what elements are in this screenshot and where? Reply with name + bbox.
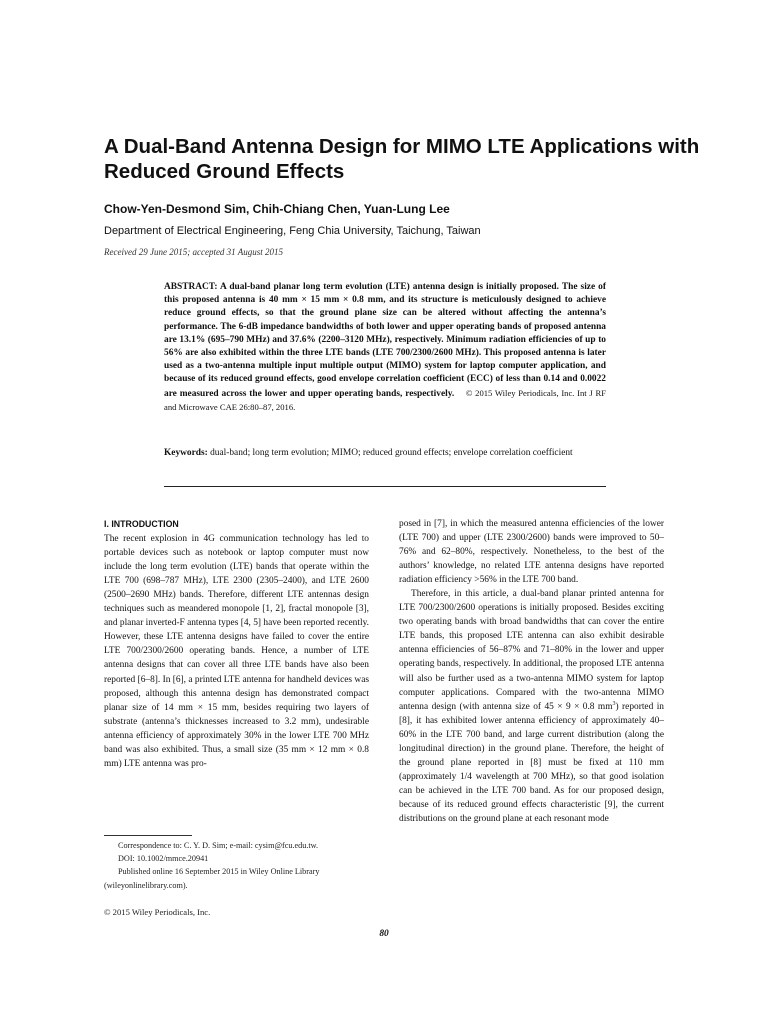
correspondence: Correspondence to: C. Y. D. Sim; e-mail: cysim@fcu.edu.tw. (118, 841, 319, 850)
intro-paragraph-2-part-a: Therefore, in this article, a dual-band planar printed antenna for LTE 700/2300/2600 operations is initially proposed. Besides exciting two operating bands with broad bandwidths that can cover the entire LTE bands, this proposed LTE antenna can also exhibit desirable antenna efficiencies of 56–87% and 71–80% in the lower and upper operating bands, respectively. In additional, the proposed LTE antenna will also be further used as a two-antenna MIMO system for laptop computer applications. Compared with the two-antenna MIMO antenna design (with antenna size of 45 × 9 × 0.8 mm (399, 589, 664, 712)
keywords-label: Keywords: (164, 448, 208, 458)
keywords-text: dual-band; long term evolution; MIMO; reduced ground effects; envelope correlation coefficient (210, 448, 573, 458)
keywords (164, 447, 606, 460)
footnote (104, 839, 369, 892)
abstract (164, 281, 606, 415)
paper-title: A Dual-Band Antenna Design for MIMO LTE Applications with Reduced Ground Effects (104, 135, 700, 183)
published-online: Published online 16 September 2015 in Wiley Online Library (118, 867, 320, 877)
section-heading: I. INTRODUCTION (104, 519, 179, 529)
page-number: 80 (379, 929, 389, 939)
abstract-copyright: © 2015 Wiley Periodicals, Inc. Int J RF and Microwave CAE 26:80–87, 2016. (164, 387, 606, 412)
left-column (104, 517, 369, 771)
publisher-site: (wileyonlinelibrary.com). (104, 880, 188, 890)
intro-paragraph-2 (399, 587, 664, 826)
intro-paragraph: The recent explosion in 4G communication technology has led to portable devices such as notebook or laptop computer must now include the long term evolution (LTE) bands that operate within the LTE 700 (698–787 MHz), LTE 2300 (2305–2400), and LTE 2600 (2500–2690 MHz) bands. Therefore, different LTE antennas design techniques such as meandered monopole [1, 2], fractal monopole [3], and planar inverted-F antenna types [4, 5] have been reported recently. However, these LTE antenna designs have failed to cover the entire LTE 700/2300/2600 operating bands. Hence, a number of LTE antenna designs that can cover all three LTE bands have also been reported [6–8]. In [6], a printed LTE antenna for handheld devices was proposed, although this antenna design has demonstrated compact planar size of 14 mm × 15 mm, besides requiring two layers of substrate (antenna’s thicknesses increased to 3.2 mm), undesirable antenna efficiency of approximately 30% in the lower LTE 700 MHz band was also exhibited. Thus, a small size (35 mm × 12 mm × 0.8 mm) LTE antenna was pro- (104, 534, 369, 769)
affiliation: Department of Electrical Engineering, Feng Chia University, Taichung, Taiwan (104, 225, 481, 237)
right-column (399, 517, 664, 826)
abstract-body: ABSTRACT: A dual-band planar long term evolution (LTE) antenna design is initially proposed. The size of this proposed antenna is 40 mm × 15 mm × 0.8 mm, and its structure is meticulously designed to achieve reduce ground effects, so that the ground plane size can be altered without affecting the antenna’s performance. The 6-dB impedance bandwidths of both lower and upper operating bands of proposed antenna are 13.1% (695–790 MHz) and 37.6% (2200–3120 MHz), respectively. Minimum radiation efficiencies of up to 56% are also exhibited within the three LTE bands (LTE 700/2300/2600 MHz). This proposed antenna is later used as a two-antenna multiple input multiple output (MIMO) system for laptop computer application, and because of its reduced ground effects, good envelope correlation coefficient (ECC) of less than 0.14 and 0.0022 are measured across the lower and upper operating bands, respectively. (164, 282, 606, 399)
footnote-divider (104, 835, 192, 836)
doi: DOI: 10.1002/mmce.20941 (118, 854, 209, 864)
cubic-superscript: 3 (612, 700, 616, 707)
intro-paragraph-continued: posed in [7], in which the measured antenna efficiencies of the lower (LTE 700) and upper (LTE 2300/2600) bands were improved to 50–76% and 62–80%, respectively. Nonetheless, to the best of the authors’ knowledge, no related LTE antenna designs have reported radiation efficiency >56% in the LTE 700 band. (399, 519, 664, 586)
author-list: Chow-Yen-Desmond Sim, Chih-Chiang Chen, Yuan-Lung Lee (104, 202, 450, 216)
intro-paragraph-2-part-b: ) reported in [8], it has exhibited lower antenna efficiency of approximately 40–60% in the LTE 700 band, and large current distribution (along the longitudinal direction) in the ground plane. Therefore, the height of the ground plane reported in [8] must be fixed at 110 mm (approximately 1/4 wavelength at 700 MHz), so that good isolation can be achieved in the LTE 700 band. As for our proposed design, because of its reduced ground effects characteristic [9], the current distributions on the ground plane at each resonant mode (399, 701, 664, 824)
received-dates: Received 29 June 2015; accepted 31 August 2015 (104, 247, 284, 257)
abstract-divider (164, 486, 606, 487)
copyright-notice: © 2015 Wiley Periodicals, Inc. (104, 907, 211, 917)
